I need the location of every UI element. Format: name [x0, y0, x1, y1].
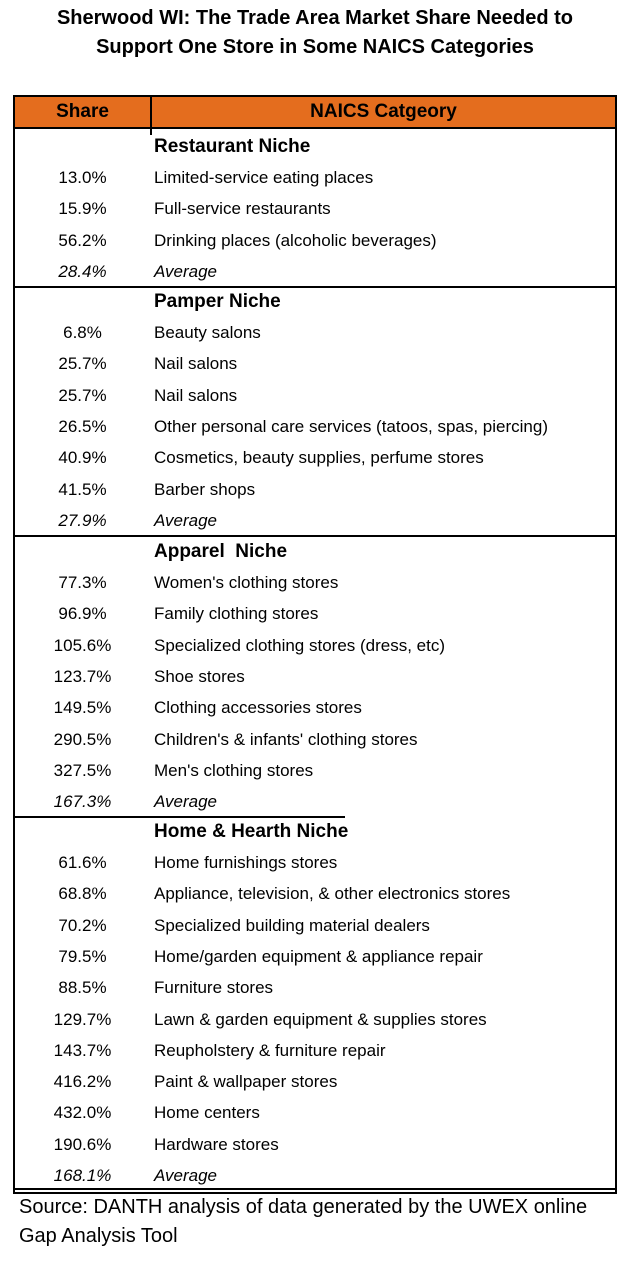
average-row [15, 786, 615, 817]
table-row [15, 1129, 615, 1160]
row-share: 56.2% [58, 230, 107, 250]
average-share: 167.3% [53, 792, 112, 812]
table-row [15, 567, 615, 598]
table-row [15, 755, 615, 786]
row-share: 68.8% [58, 884, 107, 904]
table-row [15, 348, 615, 379]
row-category: Home centers [154, 1103, 260, 1123]
table-row [15, 630, 615, 661]
row-category: Lawn & garden equipment & supplies stores [154, 1009, 487, 1029]
row-share: 105.6% [53, 635, 112, 655]
row-share: 327.5% [53, 760, 112, 780]
title-line-2: Support One Store in Some NAICS Categories [96, 36, 534, 58]
table-row [15, 598, 615, 629]
average-label: Average [154, 261, 218, 281]
row-share: 15.9% [58, 199, 107, 219]
table-row [15, 692, 615, 723]
row-category: Appliance, television, & other electronics stores [154, 884, 511, 904]
header-column-divider-stub [150, 127, 152, 135]
table-row [15, 225, 615, 256]
table-row [15, 411, 615, 442]
market-share-table [13, 95, 617, 1247]
row-share: 13.0% [58, 168, 107, 187]
row-share: 6.8% [63, 323, 102, 342]
table-row [15, 1066, 615, 1097]
section-title: Pamper Niche [154, 291, 281, 312]
table-row [15, 878, 615, 909]
header-category: NAICS Catgeory [310, 101, 457, 122]
table-row [15, 474, 615, 505]
row-share: 190.6% [53, 1134, 112, 1154]
table-row [15, 661, 615, 692]
table-row [15, 442, 615, 473]
row-category: Cosmetics, beauty supplies, perfume stores [154, 448, 484, 468]
row-category: Clothing accessories stores [154, 698, 362, 718]
row-share: 432.0% [53, 1103, 112, 1123]
row-category: Barber shops [154, 479, 256, 499]
source-note: Source: DANTH analysis of data generated by the UWEX online Gap Analysis Tool [19, 1196, 588, 1247]
section-divider [15, 535, 615, 537]
header-share: Share [15, 97, 152, 127]
average-share: 28.4% [58, 261, 107, 281]
row-share: 61.6% [58, 853, 107, 872]
table-row [15, 1035, 615, 1066]
row-category: Other personal care services (tatoos, spas, piercing) [154, 416, 549, 436]
average-label: Average [154, 1166, 218, 1185]
row-category: Men's clothing stores [154, 760, 314, 780]
row-share: 25.7% [58, 385, 107, 405]
source-divider [15, 1188, 615, 1190]
row-share: 25.7% [58, 354, 107, 374]
table-row [15, 724, 615, 755]
row-share: 416.2% [53, 1072, 112, 1092]
row-category: Limited-service eating places [154, 168, 374, 187]
row-category: Paint & wallpaper stores [154, 1072, 338, 1092]
average-share: 168.1% [53, 1166, 112, 1185]
table-header [15, 97, 615, 129]
average-label: Average [154, 510, 218, 530]
row-category: Furniture stores [154, 978, 274, 998]
row-share: 290.5% [53, 729, 112, 749]
table-row [15, 972, 615, 1003]
section-title: Apparel Niche [154, 541, 288, 562]
row-category: Children's & infants' clothing stores [154, 729, 418, 749]
row-category: Family clothing stores [154, 604, 319, 624]
average-row [15, 1160, 615, 1191]
row-category: Drinking places (alcoholic beverages) [154, 230, 437, 250]
row-share: 77.3% [58, 573, 107, 592]
row-share: 129.7% [53, 1009, 112, 1029]
row-category: Beauty salons [154, 323, 261, 342]
table-row [15, 317, 615, 348]
table-row [15, 162, 615, 193]
table-row [15, 941, 615, 972]
section-title: Restaurant Niche [154, 136, 311, 157]
row-category: Full-service restaurants [154, 199, 331, 219]
table-row [15, 1097, 615, 1128]
average-row [15, 256, 615, 287]
row-share: 40.9% [58, 448, 107, 468]
row-share: 79.5% [58, 946, 107, 966]
row-category: Women's clothing stores [154, 573, 339, 592]
row-share: 41.5% [58, 479, 107, 499]
row-category: Specialized building material dealers [154, 915, 430, 935]
average-share: 27.9% [58, 510, 107, 530]
page-title [0, 4, 630, 62]
row-category: Home/garden equipment & appliance repair [154, 946, 483, 966]
section-title: Home & Hearth Niche [154, 821, 349, 842]
table-row [15, 910, 615, 941]
average-label: Average [154, 792, 218, 812]
row-share: 26.5% [58, 416, 107, 436]
table-row [15, 847, 615, 878]
row-category: Hardware stores [154, 1134, 279, 1154]
row-share: 96.9% [58, 604, 107, 624]
table-row [15, 1004, 615, 1035]
row-category: Nail salons [154, 354, 238, 374]
average-row [15, 505, 615, 536]
section-divider [15, 286, 615, 288]
table-row [15, 193, 615, 224]
title-line-1: Sherwood WI: The Trade Area Market Share Needed to [56, 7, 574, 29]
row-share: 123.7% [53, 666, 112, 686]
row-category: Shoe stores [154, 666, 245, 686]
row-share: 149.5% [53, 698, 112, 718]
row-category: Home furnishings stores [154, 853, 338, 872]
row-share: 70.2% [58, 915, 107, 935]
row-category: Specialized clothing stores (dress, etc) [154, 635, 446, 655]
row-share: 143.7% [53, 1040, 112, 1060]
row-share: 88.5% [58, 978, 107, 998]
row-category: Reupholstery & furniture repair [154, 1040, 386, 1060]
table-row [15, 380, 615, 411]
row-category: Nail salons [154, 385, 238, 405]
